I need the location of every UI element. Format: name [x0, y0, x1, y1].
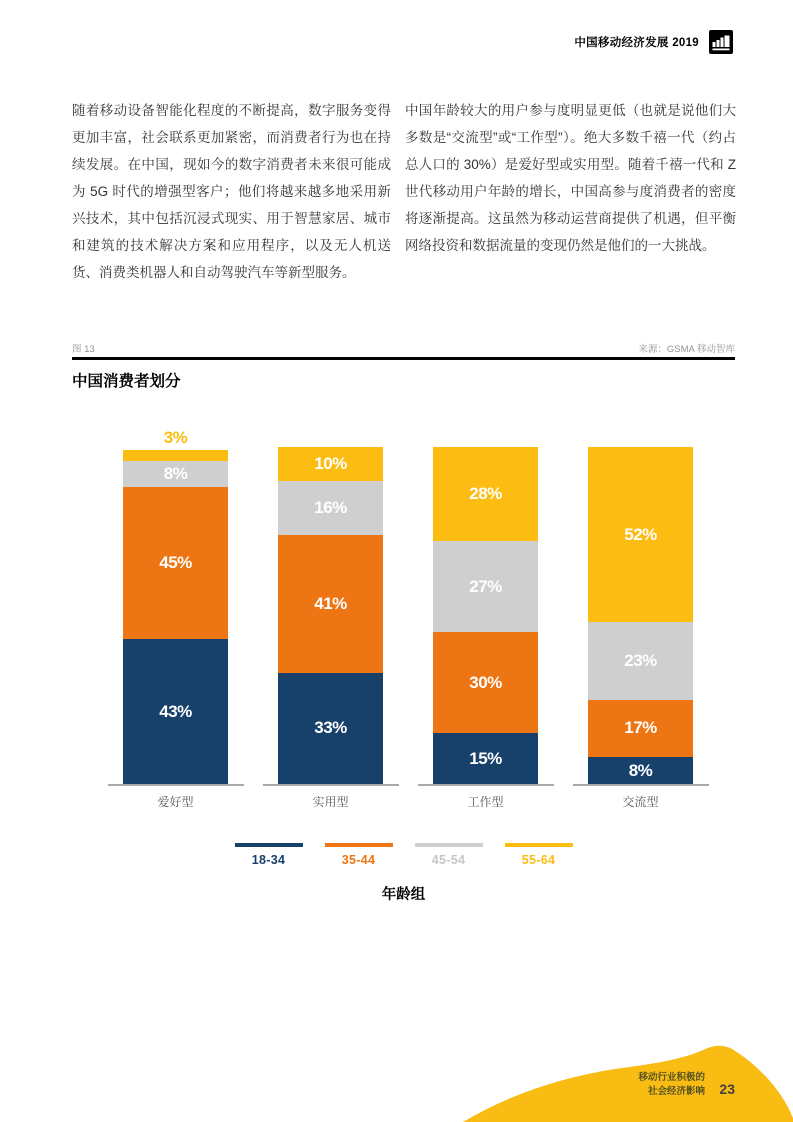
footer-section-line1: 移动行业积极的 — [638, 1072, 705, 1083]
segment-value-label: 43% — [159, 701, 192, 721]
legend-label: 18-34 — [251, 853, 286, 867]
segment-value-label: 52% — [624, 524, 657, 544]
body-paragraph-left: 随着移动设备智能化程度的不断提高，数字服务变得更加丰富，社会联系更加紧密，而消费者行为也在持续发展。在中国，现如今的数字消费者未来很可能成为 5G 时代的增强型客户；他们将越来越多地采用新兴技术，其中包括沉浸式现实、用于智慧家居、城市和建筑的技术解决方案和应用程序，以及无人机送货、消费类机器人和自动驾驶汽车等新型服务。 — [72, 103, 391, 280]
bar-segment — [278, 535, 383, 673]
bar-segment — [588, 622, 693, 700]
bar-segment — [123, 450, 228, 460]
bar-slot — [253, 424, 408, 786]
legend-item — [415, 843, 483, 867]
figure-number: 图 13 — [72, 344, 95, 355]
legend-color-line — [505, 843, 573, 847]
body-paragraph-right: 中国年龄较大的用户参与度明显更低（也就是说他们大多数是“交流型”或“工作型”）。绝大多数千禧一代（约占总人口的 30%）是爱好型或实用型。随着千禧一代和 Z 世代移动用户年龄的增长，中国高参与度消费者的密度将逐渐提高。这虽然为移动运营商提供了机遇，但平衡网络投资和数据流量的变现仍然是他们的一大挑战。 — [405, 103, 736, 253]
page-header — [574, 30, 733, 54]
segment-value-label: 45% — [159, 553, 192, 573]
figure-caption-row — [72, 341, 735, 355]
segment-value-label: 30% — [469, 672, 502, 692]
segment-value-label: 16% — [314, 497, 347, 517]
segment-value-label: 23% — [624, 651, 657, 671]
bar-segment — [123, 487, 228, 639]
segment-value-label-outside: 3% — [163, 428, 188, 448]
figure-divider — [72, 357, 735, 360]
report-title: 中国移动经济发展 2019 — [574, 37, 699, 49]
bar-segment — [588, 700, 693, 757]
legend-color-line — [325, 843, 393, 847]
bar-segment — [123, 461, 228, 488]
stacked-bar — [123, 428, 228, 784]
bar-segment — [433, 632, 538, 733]
legend-item — [235, 843, 303, 867]
stacked-bar — [588, 447, 693, 784]
legend-color-line — [415, 843, 483, 847]
segment-value-label: 15% — [469, 748, 502, 768]
stacked-bar-chart — [72, 424, 735, 904]
segment-value-label: 28% — [469, 484, 502, 504]
segment-value-label: 33% — [314, 718, 347, 738]
bar-slot — [408, 424, 563, 786]
chart-legend — [72, 843, 735, 867]
mobile-economy-logo-icon — [709, 30, 733, 54]
bar-segment — [433, 541, 538, 632]
segment-value-label: 8% — [163, 463, 188, 483]
page-number: 23 — [719, 1081, 735, 1097]
bar-segment — [278, 673, 383, 784]
stacked-bar — [278, 447, 383, 784]
category-label: 工作型 — [467, 795, 504, 809]
category-label: 交流型 — [622, 795, 659, 809]
category-label: 实用型 — [312, 795, 349, 809]
segment-value-label: 8% — [628, 760, 653, 780]
bar-segment — [433, 447, 538, 541]
segment-value-label: 27% — [469, 576, 502, 596]
legend-label: 45-54 — [431, 853, 466, 867]
segment-value-label: 41% — [314, 593, 347, 613]
chart-bars — [72, 424, 735, 786]
footer-section-title — [638, 1071, 705, 1099]
bar-segment — [278, 447, 383, 481]
footer-section-line2: 社会经济影响 — [647, 1086, 705, 1097]
bar-slot — [98, 424, 253, 786]
chart-category-labels — [72, 793, 735, 810]
segment-value-label: 10% — [314, 453, 347, 473]
category-label: 爱好型 — [157, 795, 194, 809]
segment-value-label: 17% — [624, 718, 657, 738]
chart-title: 中国消费者划分 — [72, 373, 181, 390]
bar-segment — [588, 447, 693, 622]
legend-label: 35-44 — [341, 853, 376, 867]
legend-label: 55-64 — [521, 853, 556, 867]
bar-segment — [123, 639, 228, 784]
bar-segment — [433, 733, 538, 784]
bar-segment — [278, 481, 383, 535]
bar-slot — [563, 424, 718, 786]
stacked-bar — [433, 447, 538, 784]
figure-source: 来源：GSMA 移动智库 — [638, 344, 735, 355]
legend-item — [505, 843, 573, 867]
legend-item — [325, 843, 393, 867]
chart-x-axis-label: 年龄组 — [381, 887, 426, 903]
footer-accent-shape — [455, 1040, 793, 1122]
bar-segment — [588, 757, 693, 784]
legend-color-line — [235, 843, 303, 847]
